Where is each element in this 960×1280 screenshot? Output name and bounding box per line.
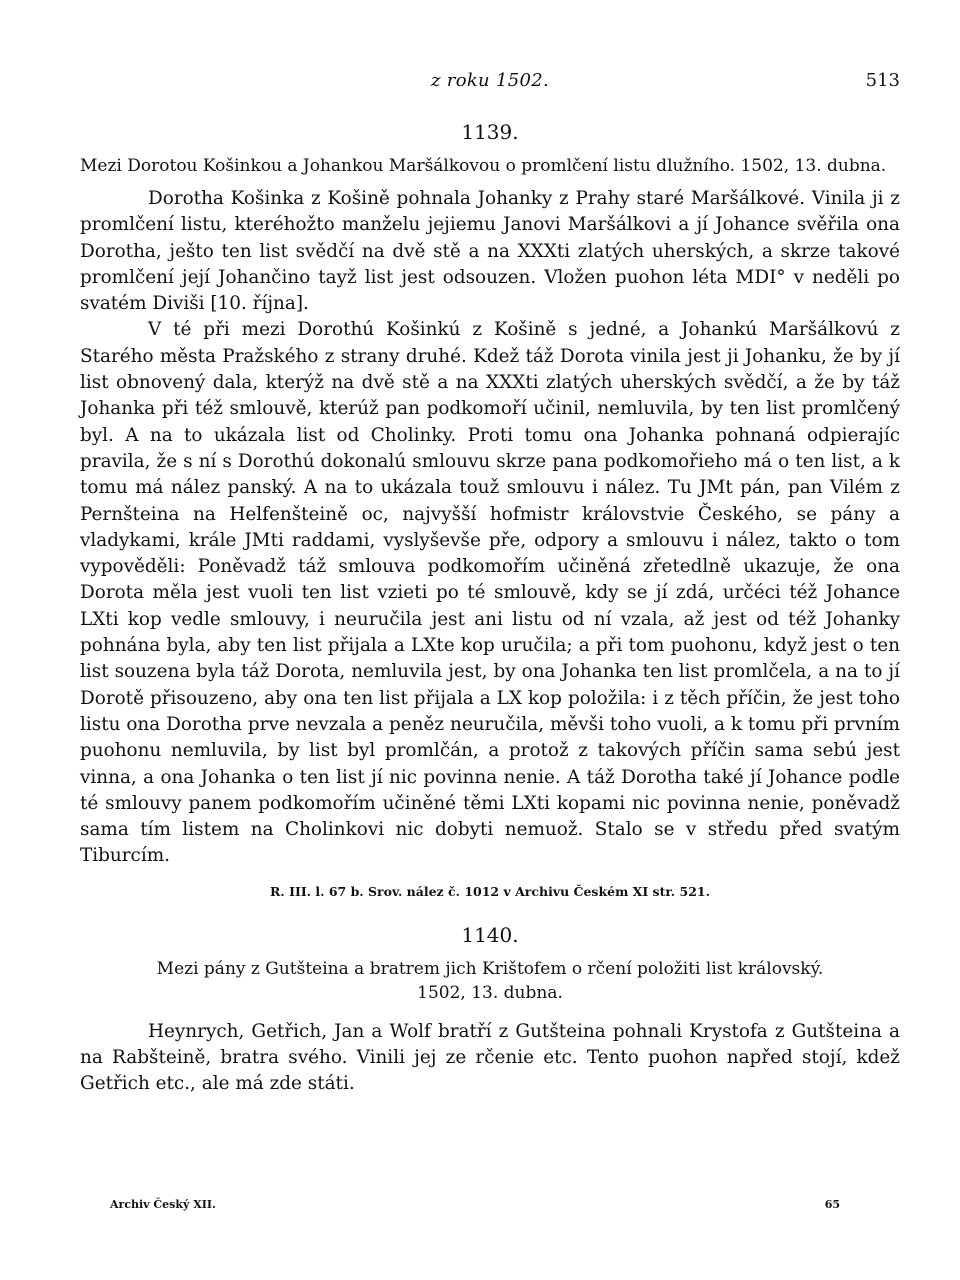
- footer-signature: Archiv Český XII.: [110, 1198, 216, 1211]
- entry-heading-1139: Mezi Dorotou Košinkou a Johankou Maršálkovou o promlčení listu dlužního. 1502, 13. dubna.: [80, 156, 887, 176]
- entry-heading-1140: [80, 957, 900, 1005]
- document-page: [80, 70, 900, 1098]
- page-footer: [110, 1198, 840, 1218]
- running-head: [80, 70, 900, 100]
- source-note: R. III. l. 67 b. Srov. nález č. 1012 v Archivu Českém XI str. 521.: [270, 883, 710, 899]
- entry-paragraph: Heynrych, Getřich, Jan a Wolf bratří z Gutšteina pohnali Krystofa z Gutšteina a na Rabšteině, bratra svého. Vinili jej ze rčenie etc. Tento puohon napřed stojí, kdež Getřich etc., ale má zde státi.: [80, 1020, 900, 1095]
- entry-number-1139: 1139.: [461, 120, 519, 144]
- page-number: 513: [865, 70, 900, 91]
- entry-heading-1140-date: 1502, 13. dubna.: [417, 982, 563, 1003]
- running-title: z roku 1502.: [431, 70, 549, 91]
- entry-paragraph: V té při mezi Dorothú Košinkú z Košině s jedné, a Johankú Maršálkovú z Starého města Pražského z strany druhé. Kdež táž Dorota vinila jest ji Johanku, že by jí list obnovený dala, kterýž na dvě stě a na XXXti zlatých uherských svědčí, a že by táž Johanka při též smlouvě, kterúž pan podkomoří učinil, nemluvila, by ten list promlčený byl. A na to ukázala list od Cholinky. Proti tomu ona Johanka pohnaná odpierajíc pravila, že s ní s Dorothú dokonalú smlouvu skrze pana podkomořieho má o ten list, a k tomu má nález panský. A na to ukázala touž smlouvu i nález. Tu JMt pán, pan Vilém z Pernšteina na Helfenšteině oc, najvyšší hofmistr královstvie Českého, se pány a vladykami, krále JMti raddami, vyslyševše pře, odpory a smlouvu i nález, takto o tom vypověděli: Poněvadž táž smlouva podkomořím učiněná zřetedlně ukazuje, že ona Dorota měla jest vuoli ten list vzieti po té smlouvě, kdy se jí zdá, určéci též Johance LXti kop vedle smlouvy, i neuručila jest ani listu od ní vzala, až jest od též Johanky pohnána byla, aby ten list přijala a LXte kop uručila; a při tom puohonu, když jest o ten list souzena byla táž Dorota, nemluvila jest, by ona Johanka ten list promlčela, a na to jí Dorotě přisouzeno, aby ona ten list přijala a LX kop položila: i z těch příčin, že jest toho listu ona Dorotha prve nevzala a peněz neuručila, měvši toho vuoli, a k tomu při prvním puohonu nemluvila, by list byl promlčán, a protož z takových příčin sama sebú jest vinna, a ona Johanka o ten list jí nic povinna nenie. A táž Dorotha také jí Johance podle té smlouvy panem podkomořím učiněné těmi LXti kopami nic povinna nenie, poněvadž sama tím listem na Cholinkovi nic dobyti nemuož. Stalo se v středu před svatým Tiburcím.: [80, 319, 900, 867]
- entry-number-1140: 1140.: [461, 922, 519, 947]
- entry-heading-1140-line1: Mezi pány z Gutšteina a bratrem jich Krištofem o rčení položiti list královský.: [156, 958, 824, 979]
- entry-paragraph: Dorotha Košinka z Košině pohnala Johanky z Prahy staré Maršálkové. Vinila ji z promlčení listu, kteréhožto manželu jejiemu Janovi Maršálkovi a jí Johance svěřila ona Dorotha, ješto ten list svědčí na dvě stě a na XXXti zlatých uherských, a skrze takové promlčení její Johančino tayž list jest odsouzen. Vložen puohon léta MDI° v neděli po svatém Diviši [10. října].: [80, 188, 900, 315]
- footer-sheet-number: 65: [824, 1198, 840, 1211]
